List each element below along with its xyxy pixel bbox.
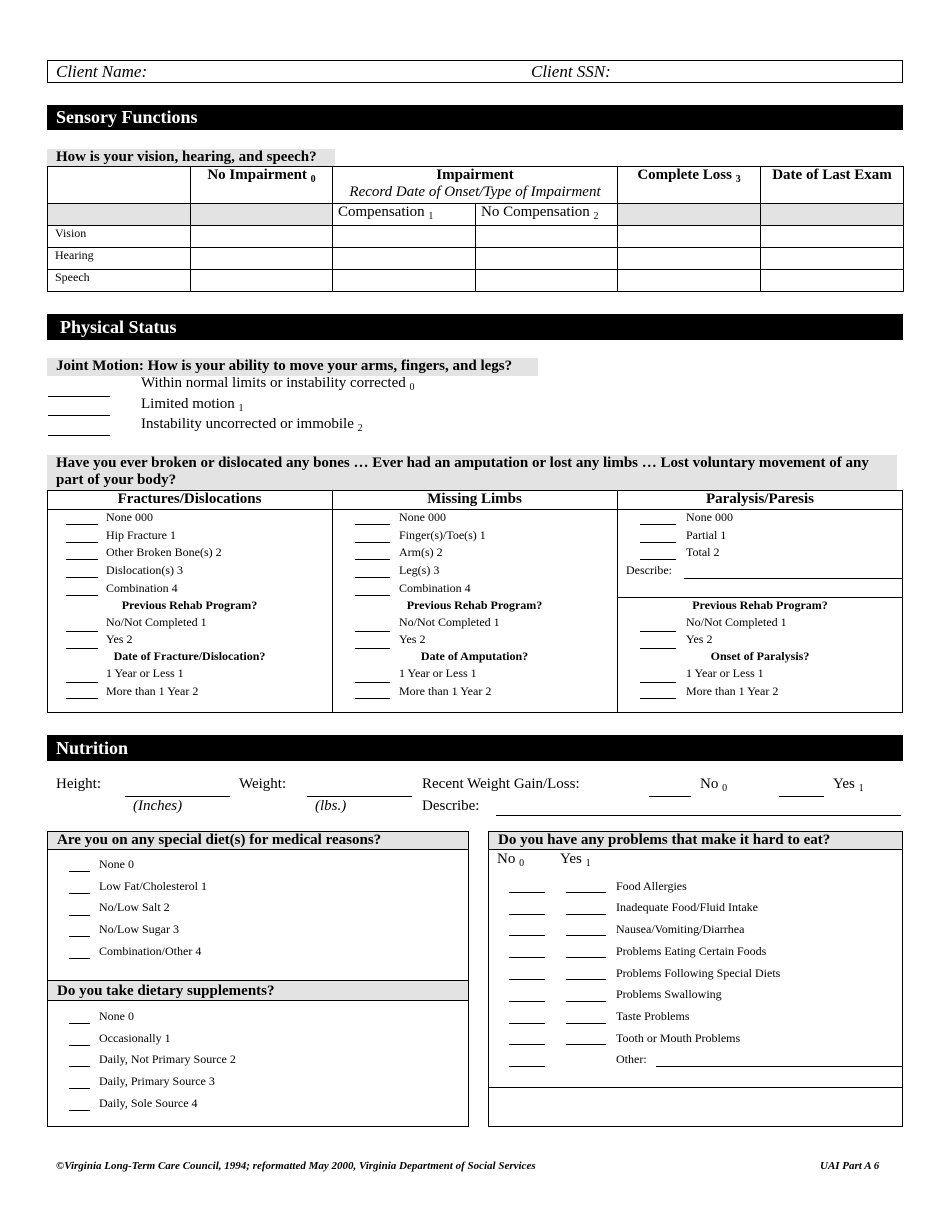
paralysis-describe-label: Describe:	[626, 563, 672, 577]
eat-option: Inadequate Food/Fluid Intake	[616, 900, 758, 914]
limbs-rehab-no-blank[interactable]	[355, 631, 390, 632]
diet-combination-blank[interactable]	[69, 958, 90, 959]
fracture-option: Combination 4	[106, 581, 178, 595]
fracture-rehab-header: Previous Rehab Program?	[121, 598, 258, 612]
fracture-option: Dislocation(s) 3	[106, 563, 183, 577]
row-label-speech: Speech	[48, 270, 191, 292]
eat-option: Food Allergies	[616, 879, 687, 893]
fracture-none-blank[interactable]	[66, 524, 98, 525]
joint-option-0: Within normal limits or instability corrected $_0$	[141, 375, 415, 393]
missing-limbs-header: Missing Limbs	[427, 491, 522, 507]
limbs-option: Finger(s)/Toe(s) 1	[399, 528, 486, 542]
paralysis-header: Paralysis/Paresis	[705, 491, 815, 507]
hearing-compensation-cell[interactable]	[333, 248, 476, 270]
paralysis-rehab-option: Yes 2	[686, 632, 713, 646]
weight-change-no-blank[interactable]	[649, 796, 691, 797]
diet-option: Combination/Other 4	[99, 944, 202, 958]
eat-option: Tooth or Mouth Problems	[616, 1031, 741, 1045]
joint-option-1-blank[interactable]	[48, 415, 110, 416]
eat-no-blank[interactable]	[509, 1044, 545, 1045]
paralysis-partial-blank[interactable]	[640, 542, 676, 543]
diet-option: Low Fat/Cholesterol 1	[99, 879, 207, 893]
eat-yes-header: Yes $_1$	[560, 851, 591, 869]
eat-option: Taste Problems	[616, 1009, 690, 1023]
joint-option-2-blank[interactable]	[48, 435, 110, 436]
supp-none-blank[interactable]	[69, 1023, 90, 1024]
eat-no-blank[interactable]	[509, 979, 545, 980]
weight-change-yes-blank[interactable]	[779, 796, 824, 797]
diet-question: Are you on any special diet(s) for medical reasons?	[48, 832, 468, 850]
paralysis-rehab-header: Previous Rehab Program?	[692, 598, 828, 612]
fracture-rehab-no-blank[interactable]	[66, 631, 98, 632]
paralysis-option: Partial 1	[686, 528, 727, 542]
paralysis-none-blank[interactable]	[640, 524, 676, 525]
fracture-option: None 000	[106, 510, 153, 524]
vision-compensation-cell[interactable]	[333, 226, 476, 248]
paralysis-describe-field[interactable]	[684, 578, 903, 579]
nutrition-section-title: Nutrition	[47, 735, 903, 761]
paralysis-total-blank[interactable]	[640, 559, 676, 560]
fracture-date-more-blank[interactable]	[66, 698, 98, 699]
eat-no-header: No $_0$	[497, 851, 525, 869]
weight-change-label: Recent Weight Gain/Loss:	[422, 776, 580, 792]
diet-option: None 0	[99, 857, 134, 871]
weight-label: Weight:	[239, 776, 287, 792]
eat-other-field[interactable]	[656, 1066, 902, 1067]
client-name-label: Client Name:	[56, 62, 148, 81]
limbs-option: Leg(s) 3	[399, 563, 440, 577]
hearing-no-impairment-cell[interactable]	[191, 248, 333, 270]
limbs-leg-blank[interactable]	[355, 577, 390, 578]
joint-option-0-blank[interactable]	[48, 396, 110, 397]
supp-not-primary-blank[interactable]	[69, 1066, 90, 1067]
eat-option: Problems Following Special Diets	[616, 966, 781, 980]
paralysis-date-more-blank[interactable]	[640, 698, 676, 699]
row-label-vision: Vision	[48, 226, 191, 248]
speech-date-cell[interactable]	[761, 270, 904, 292]
eat-no-blank[interactable]	[509, 1066, 545, 1067]
height-field[interactable]	[125, 796, 230, 797]
limbs-option: Combination 4	[399, 581, 471, 595]
paralysis-date-less-blank[interactable]	[640, 682, 676, 683]
client-ssn-label: Client SSN:	[531, 62, 611, 81]
speech-no-compensation-cell[interactable]	[476, 270, 618, 292]
sensory-question: How is your vision, hearing, and speech?	[47, 149, 335, 167]
fracture-date-option: 1 Year or Less 1	[106, 666, 184, 680]
supp-occasionally-blank[interactable]	[69, 1045, 90, 1046]
paralysis-date-option: 1 Year or Less 1	[686, 666, 764, 680]
eat-option: Nausea/Vomiting/Diarrhea	[616, 922, 745, 936]
limbs-date-option: More than 1 Year 2	[399, 684, 492, 698]
eat-yes-blank[interactable]	[566, 957, 606, 958]
limbs-date-less-blank[interactable]	[355, 682, 390, 683]
row-label-hearing: Hearing	[48, 248, 191, 270]
joint-option-2: Instability uncorrected or immobile $_2$	[141, 416, 363, 434]
eat-yes-blank[interactable]	[566, 1044, 606, 1045]
limbs-rehab-header: Previous Rehab Program?	[406, 598, 543, 612]
sensory-table	[47, 166, 904, 292]
diet-option: No/Low Salt 2	[99, 900, 170, 914]
eat-yes-blank[interactable]	[566, 892, 606, 893]
joint-option-1: Limited motion $_1$	[141, 396, 244, 414]
diet-lowfat-blank[interactable]	[69, 893, 90, 894]
paralysis-option: None 000	[686, 510, 733, 524]
fracture-date-header: Date of Fracture/Dislocation?	[113, 649, 266, 663]
header-no-impairment: No Impairment $_0$	[191, 167, 333, 204]
speech-compensation-cell[interactable]	[333, 270, 476, 292]
table-corner	[48, 167, 191, 204]
diet-sugar-blank[interactable]	[69, 936, 90, 937]
limbs-arm-blank[interactable]	[355, 559, 390, 560]
limbs-rehab-option: No/Not Completed 1	[399, 615, 500, 629]
eat-yes-blank[interactable]	[566, 979, 606, 980]
fractures-header: Fractures/Dislocations	[117, 491, 262, 507]
limbs-option: Arm(s) 2	[399, 545, 443, 559]
paralysis-rehab-no-blank[interactable]	[640, 631, 676, 632]
eat-option: Problems Eating Certain Foods	[616, 944, 767, 958]
fracture-rehab-option: No/Not Completed 1	[106, 615, 207, 629]
height-label: Height:	[56, 776, 101, 792]
supp-option: Daily, Not Primary Source 2	[99, 1052, 236, 1066]
bones-question: Have you ever broken or dislocated any bones … Ever had an amputation or lost any limbs … Lost voluntary movement of any part of your body?	[47, 455, 897, 490]
limbs-header-rule	[47, 509, 903, 510]
joint-motion-question: Joint Motion: How is your ability to move your arms, fingers, and legs?	[47, 358, 538, 376]
footer-page-ref: UAI Part A 6	[820, 1160, 880, 1172]
table-row	[48, 270, 904, 292]
paralysis-date-header: Onset of Paralysis?	[710, 649, 810, 663]
diet-none-blank[interactable]	[69, 871, 90, 872]
weight-unit: (lbs.)	[315, 798, 347, 814]
eat-question: Do you have any problems that make it hard to eat?	[489, 832, 902, 850]
eat-yes-blank[interactable]	[566, 914, 606, 915]
diet-salt-blank[interactable]	[69, 915, 90, 916]
fracture-other-blank[interactable]	[66, 559, 98, 560]
supp-primary-blank[interactable]	[69, 1088, 90, 1089]
weight-change-no-label: No $_0$	[700, 776, 728, 794]
eat-no-blank[interactable]	[509, 892, 545, 893]
supp-option: Daily, Primary Source 3	[99, 1074, 215, 1088]
supp-option: None 0	[99, 1009, 134, 1023]
supplements-question: Do you take dietary supplements?	[48, 980, 468, 1001]
eat-no-blank[interactable]	[509, 957, 545, 958]
limbs-date-option: 1 Year or Less 1	[399, 666, 477, 680]
eat-no-blank[interactable]	[509, 1001, 545, 1002]
height-unit: (Inches)	[133, 798, 183, 814]
sensory-section-title: Sensory Functions	[47, 105, 903, 130]
limbs-combination-blank[interactable]	[355, 595, 390, 596]
eat-no-blank[interactable]	[509, 914, 545, 915]
header-date-last-exam: Date of Last Exam	[761, 167, 904, 204]
vision-complete-loss-cell[interactable]	[618, 226, 761, 248]
eat-option: Other:	[616, 1052, 647, 1066]
paralysis-rehab-option: No/Not Completed 1	[686, 615, 787, 629]
header-impairment: Impairment Record Date of Onset/Type of Impairment	[333, 167, 618, 204]
limbs-date-header: Date of Amputation?	[420, 649, 529, 663]
vision-date-cell[interactable]	[761, 226, 904, 248]
speech-complete-loss-cell[interactable]	[618, 270, 761, 292]
eat-no-blank[interactable]	[509, 935, 545, 936]
fracture-option: Hip Fracture 1	[106, 528, 176, 542]
fracture-date-less-blank[interactable]	[66, 682, 98, 683]
client-name-field[interactable]	[160, 62, 520, 80]
limbs-date-more-blank[interactable]	[355, 698, 390, 699]
hearing-complete-loss-cell[interactable]	[618, 248, 761, 270]
table-row	[48, 248, 904, 270]
header-no-compensation: No Compensation $_2$	[476, 204, 618, 226]
header-compensation: Compensation $_1$	[333, 204, 476, 226]
eat-other-field-2[interactable]	[489, 1087, 902, 1088]
table-row	[48, 226, 904, 248]
fracture-dislocation-blank[interactable]	[66, 577, 98, 578]
fracture-option: Other Broken Bone(s) 2	[106, 545, 222, 559]
fracture-date-option: More than 1 Year 2	[106, 684, 199, 698]
weight-change-yes-label: Yes $_1$	[833, 776, 864, 794]
weight-describe-label: Describe:	[422, 798, 480, 814]
hearing-no-compensation-cell[interactable]	[476, 248, 618, 270]
fracture-combination-blank[interactable]	[66, 595, 98, 596]
eat-yes-blank[interactable]	[566, 935, 606, 936]
physical-section-title: Physical Status	[47, 314, 903, 340]
limbs-none-blank[interactable]	[355, 524, 390, 525]
header-complete-loss: Complete Loss $_3$	[618, 167, 761, 204]
hearing-date-cell[interactable]	[761, 248, 904, 270]
eat-no-blank[interactable]	[509, 1023, 545, 1024]
weight-field[interactable]	[307, 796, 412, 797]
fracture-rehab-option: Yes 2	[106, 632, 133, 646]
vision-no-compensation-cell[interactable]	[476, 226, 618, 248]
client-ssn-field[interactable]	[622, 62, 897, 80]
eat-yes-blank[interactable]	[566, 1001, 606, 1002]
eat-yes-blank[interactable]	[566, 1023, 606, 1024]
speech-no-impairment-cell[interactable]	[191, 270, 333, 292]
supp-sole-blank[interactable]	[69, 1110, 90, 1111]
limbs-rehab-option: Yes 2	[399, 632, 426, 646]
eat-option: Problems Swallowing	[616, 987, 722, 1001]
fracture-hip-blank[interactable]	[66, 542, 98, 543]
paralysis-option: Total 2	[686, 545, 720, 559]
diet-option: No/Low Sugar 3	[99, 922, 179, 936]
supp-option: Occasionally 1	[99, 1031, 171, 1045]
footer-copyright: ©Virginia Long-Term Care Council, 1994; reformatted May 2000, Virginia Department of Social Services	[56, 1160, 536, 1172]
limbs-option: None 000	[399, 510, 446, 524]
limbs-finger-blank[interactable]	[355, 542, 390, 543]
paralysis-date-option: More than 1 Year 2	[686, 684, 779, 698]
vision-no-impairment-cell[interactable]	[191, 226, 333, 248]
weight-describe-field[interactable]	[496, 815, 901, 816]
supp-option: Daily, Sole Source 4	[99, 1096, 198, 1110]
